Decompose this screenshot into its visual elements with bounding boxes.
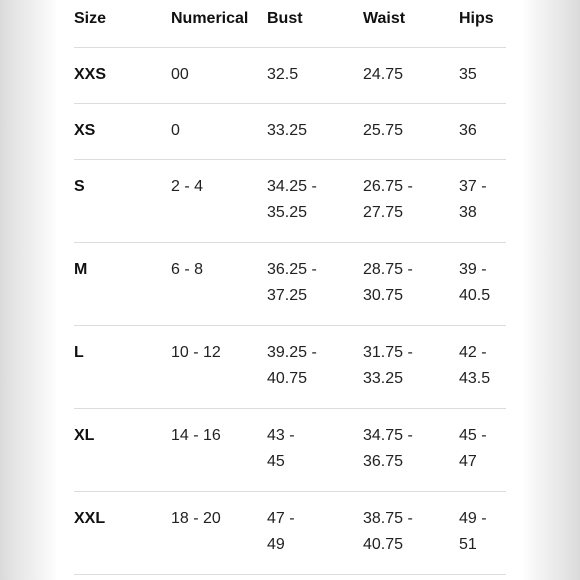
waist-cell: 25.75 — [363, 122, 404, 139]
size-cell: L — [74, 344, 84, 361]
hips-cell: 37 - 38 — [459, 178, 487, 221]
size-cell: XXS — [74, 66, 107, 83]
hips-cell: 49 - 51 — [459, 510, 487, 553]
table-row — [74, 104, 506, 160]
bust-cell: 43 - 45 — [267, 427, 295, 470]
waist-cell: 31.75 - 33.25 — [363, 344, 413, 387]
numerical-cell: 2 - 4 — [171, 178, 204, 195]
bust-cell: 34.25 - 35.25 — [267, 178, 317, 221]
table-row — [74, 492, 506, 575]
header-bust: Bust — [267, 10, 303, 27]
bust-cell: 33.25 — [267, 122, 308, 139]
hips-cell: 35 — [459, 66, 477, 83]
header-waist: Waist — [363, 10, 406, 27]
size-cell: XS — [74, 122, 96, 139]
hips-cell: 36 — [459, 122, 477, 139]
size-cell: S — [74, 178, 85, 195]
size-chart-sheet — [58, 0, 522, 580]
bust-cell: 32.5 — [267, 66, 299, 83]
waist-cell: 26.75 - 27.75 — [363, 178, 413, 221]
bust-cell: 47 - 49 — [267, 510, 295, 553]
waist-cell: 38.75 - 40.75 — [363, 510, 413, 553]
numerical-cell: 0 — [171, 122, 180, 139]
bust-cell: 39.25 - 40.75 — [267, 344, 317, 387]
table-row — [74, 326, 506, 409]
numerical-cell: 18 - 20 — [171, 510, 221, 527]
table-header-row — [74, 0, 506, 48]
header-size: Size — [74, 10, 107, 27]
header-hips: Hips — [459, 10, 494, 27]
size-cell: M — [74, 261, 88, 278]
hips-cell: 45 - 47 — [459, 427, 487, 470]
numerical-cell: 10 - 12 — [171, 344, 221, 361]
hips-cell: 42 - 43.5 — [459, 344, 491, 387]
table-row — [74, 243, 506, 326]
bust-cell: 36.25 - 37.25 — [267, 261, 317, 304]
size-cell: XL — [74, 427, 95, 444]
numerical-cell: 6 - 8 — [171, 261, 204, 278]
waist-cell: 24.75 — [363, 66, 404, 83]
numerical-cell: 00 — [171, 66, 189, 83]
size-cell: XXL — [74, 510, 106, 527]
table-row — [74, 160, 506, 243]
table-row — [74, 48, 506, 104]
header-numerical: Numerical — [171, 10, 249, 27]
size-chart-table — [74, 0, 506, 575]
table-row — [74, 409, 506, 492]
hips-cell: 39 - 40.5 — [459, 261, 491, 304]
numerical-cell: 14 - 16 — [171, 427, 221, 444]
waist-cell: 28.75 - 30.75 — [363, 261, 413, 304]
waist-cell: 34.75 - 36.75 — [363, 427, 413, 470]
